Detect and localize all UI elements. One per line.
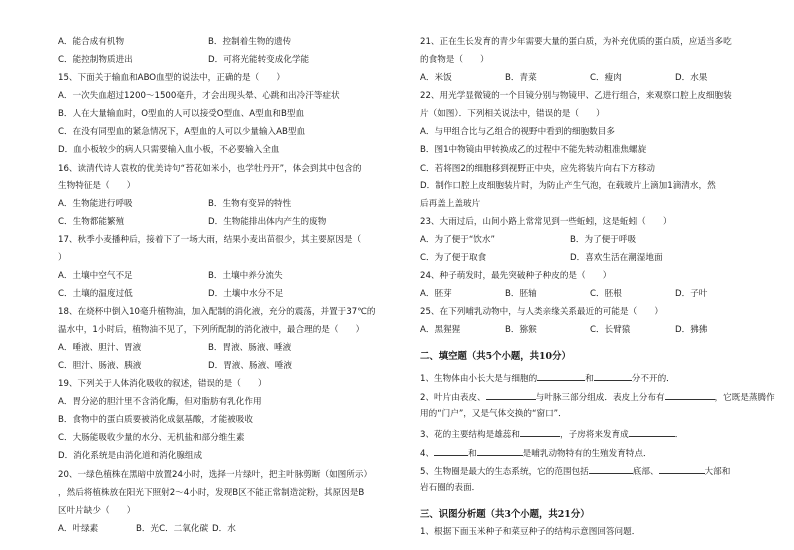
answer-blank[interactable] [520, 427, 560, 437]
question-line: 区叶片缺少（ ） [58, 506, 136, 516]
option-d: D．狒狒 [675, 325, 708, 335]
question-line: 后再盖上盖玻片 [420, 199, 481, 209]
option-a: A．胚芽 [420, 289, 452, 299]
question-line: D．血小板较少的病人只需要输入血小板，不必要输入全血 [58, 145, 280, 155]
question-text: 底部、 [632, 467, 659, 477]
option-b: B．光C．二氧化碳 [136, 524, 209, 534]
option-b: B．猕猴 [505, 325, 537, 335]
question-line: A．与甲组合比与乙组合的视野中看到的细胞数目多 [420, 127, 615, 137]
fill-blank-question [420, 446, 652, 457]
question-line: ，然后将植株放在阳光下照射2～4小时，发现B区不能正常制造淀粉，其原因是B [58, 488, 365, 498]
answer-blank[interactable] [486, 390, 536, 400]
option-a: A．叶绿素 [58, 524, 99, 534]
option-c: C．胚根 [590, 289, 622, 299]
option-a: C．为了便于取食 [420, 253, 487, 263]
option-b: B．土壤中养分流失 [208, 271, 283, 281]
question-line: 生物特征是（ ） [58, 181, 136, 191]
question-line: 22、用光学显微镜的一个目镜分别与物镜甲、乙进行组合，来观察口腔上皮细胞装 [420, 91, 732, 101]
question-text: 大部和 [704, 467, 731, 477]
answer-blank[interactable] [434, 446, 468, 456]
question-line: 25、在下列哺乳动物中，与人类亲缘关系最近的可能是（ ） [420, 307, 663, 317]
question-line: 15、下面关于输血和ABO血型的说法中，正确的是（ ） [58, 73, 285, 83]
option-b: B．控制着生物的遗传 [208, 37, 292, 47]
question-text: 与叶脉三部分组成．表皮上分布有 [535, 393, 665, 403]
question-line: C．在没有同型血的紧急情况下，A型血的人可以少量输入AB型血 [58, 127, 306, 137]
option-a: C．能控制物质进出 [58, 55, 133, 65]
option-a: A．能合成有机物 [58, 37, 125, 47]
question-line: 岩石圈的表面． [420, 483, 481, 493]
fill-blank-question [420, 427, 683, 438]
option-d: D．水 [212, 524, 236, 534]
option-b: D．生物能排出体内产生的废物 [208, 217, 327, 227]
question-line: 片（如图）．下列相关说法中，错误的是（ ） [420, 109, 605, 119]
question-line: 16、读清代诗人袁枚的优美诗句“苔花如米小，也学牡丹开”，体会到其中包含的 [58, 164, 362, 174]
question-line: C．大肠能吸收少量的水分、无机盐和部分维生素 [58, 433, 245, 443]
section-heading: 三、识图分析题（共3个小题，共21分） [420, 509, 590, 520]
fill-blank-question [420, 390, 775, 401]
section-heading: 二、填空题（共5个小题，共10分） [420, 351, 571, 362]
question-text: ，它既是蒸腾作 [714, 393, 775, 403]
option-b: D．土壤中水分不足 [208, 289, 284, 299]
option-a: A．唾液、胆汁、胃液 [58, 343, 142, 353]
fill-blank-question [420, 371, 675, 382]
option-c: C．瘦肉 [590, 73, 622, 83]
question-line: C．若将图2的细胞移到视野正中央，应先将装片向右下方移动 [420, 164, 655, 174]
answer-blank[interactable] [659, 464, 705, 474]
option-a: C．生物都能繁殖 [58, 217, 125, 227]
answer-blank[interactable] [537, 371, 585, 381]
option-b: D．可将光能转变成化学能 [208, 55, 310, 65]
question-line: 1、根据下面玉米种子和菜豆种子的结构示意图回答问题． [420, 527, 641, 537]
answer-blank[interactable] [665, 390, 715, 400]
question-text: 是哺乳动物特有的生殖发育特点． [522, 449, 652, 459]
question-text: 4、 [420, 449, 435, 459]
option-d: D．子叶 [675, 289, 708, 299]
question-text: 和 [468, 449, 477, 459]
question-text: ． [674, 430, 684, 440]
question-text: ，子房将来发育成 [560, 430, 629, 440]
question-line: 19、下列关于人体消化吸收的叙述，错误的是（ ） [58, 379, 267, 389]
option-b: B．青菜 [505, 73, 537, 83]
option-a: C．土壤的温度过低 [58, 289, 133, 299]
option-b: D．喜欢生活在潮湿地面 [570, 253, 663, 263]
question-line: B．图1中物镜由甲转换成乙的过程中不能先转动粗准焦螺旋 [420, 145, 647, 155]
question-line: 温水中，1小时后，植物油不见了，下列所配制的消化液中，最合理的是（ ） [58, 325, 365, 335]
question-line: 用的“门户”，又是气体交换的“窗口”． [420, 409, 567, 419]
option-b: B．生物有变异的特性 [208, 199, 292, 209]
question-line: B．食物中的蛋白质要被消化成氨基酸，才能被吸收 [58, 415, 253, 425]
question-text: 分不开的． [631, 374, 675, 384]
question-text: 2、叶片由表皮、 [420, 393, 486, 403]
question-line: D．制作口腔上皮细胞装片时，为防止产生气泡，在载玻片上滴加1滴清水，然 [420, 181, 716, 191]
question-line: A．胃分泌的胆汁里不含消化酶，但对脂肪有乳化作用 [58, 397, 262, 407]
answer-blank[interactable] [589, 464, 633, 474]
option-b: B．胃液、肠液、唾液 [208, 343, 292, 353]
question-text: 1、生物体由小长大是与细胞的 [420, 374, 538, 384]
question-line: 18、在烧杯中倒入10毫升植物油，加入配制的消化液，充分的震荡，并置于37℃的 [58, 307, 376, 317]
question-text: 5、生物圈是最大的生态系统，它的范围包括 [420, 467, 589, 477]
option-c: C．长臂猿 [590, 325, 631, 335]
question-line: D．消化系统是由消化道和消化腺组成 [58, 451, 203, 461]
question-line: ） [58, 253, 67, 263]
option-a: A．黑猩猩 [420, 325, 461, 335]
question-line: 的食物是（ ） [420, 55, 489, 65]
question-line: 23、大雨过后，山间小路上常常见到一些蚯蚓，这是蚯蚓（ ） [420, 217, 672, 227]
question-line: 24、种子萌发时，最先突破种子种皮的是（ ） [420, 271, 612, 281]
question-text: 3、花的主要结构是雄蕊和 [420, 430, 520, 440]
option-a: A．为了便于“饮水” [420, 235, 495, 245]
fill-blank-question [420, 464, 730, 475]
question-line: B．人在大量输血时，O型血的人可以接受O型血、A型血和B型血 [58, 109, 305, 119]
option-b: D．胃液、肠液、唾液 [208, 361, 292, 371]
answer-blank[interactable] [594, 371, 632, 381]
option-d: D．水果 [675, 73, 708, 83]
question-line: 17、秋季小麦播种后，接着下了一场大雨，结果小麦出苗很少，其主要原因是（ [58, 235, 362, 245]
option-b: B．胚轴 [505, 289, 537, 299]
question-line: A．一次失血超过1200～1500毫升，才会出现头晕、心跳和出冷汗等症状 [58, 91, 340, 101]
answer-blank[interactable] [477, 446, 523, 456]
option-a: A．生物能进行呼吸 [58, 199, 133, 209]
option-a: C．胆汁、肠液、胰液 [58, 361, 142, 371]
option-b: B．为了便于呼吸 [570, 235, 637, 245]
answer-blank[interactable] [629, 427, 675, 437]
question-text: 和 [585, 374, 594, 384]
option-a: A．土壤中空气不足 [58, 271, 133, 281]
option-a: A．米饭 [420, 73, 452, 83]
question-line: 20、一绿色植株在黑暗中放置24小时，选择一片绿叶，把主叶脉剪断（如图所示） [58, 470, 373, 480]
question-line: 21、正在生长发育的青少年需要大量的蛋白质，为补充优质的蛋白质，应适当多吃 [420, 37, 732, 47]
